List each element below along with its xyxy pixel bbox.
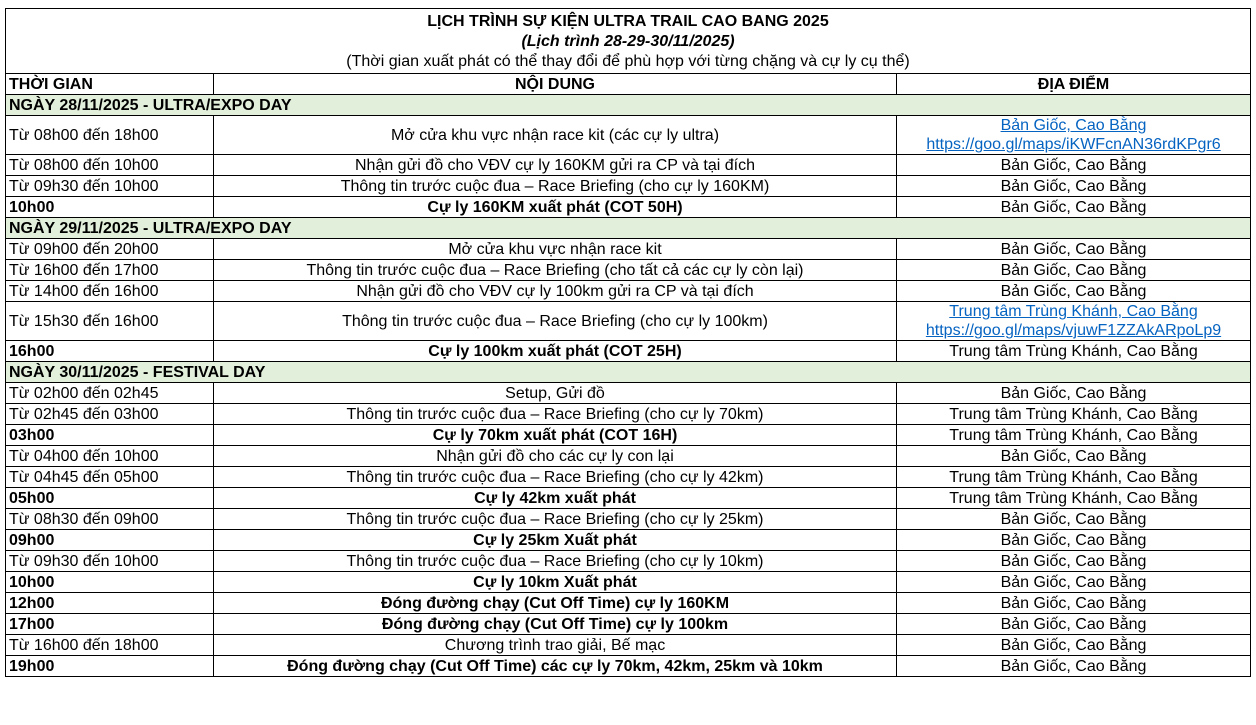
page-title: LỊCH TRÌNH SỰ KIỆN ULTRA TRAIL CAO BANG 2025 [427, 13, 829, 30]
table-row [6, 425, 1251, 446]
section-title: NGÀY 30/11/2025 - FESTIVAL DAY [6, 362, 1251, 383]
place-name: Bản Giốc, Cao Bằng [1000, 510, 1147, 528]
table-row [6, 656, 1251, 677]
time-cell: 17h00 [6, 614, 214, 635]
column-header-row [6, 74, 1251, 95]
section-row [6, 218, 1251, 239]
table-row [6, 383, 1251, 404]
place-cell [897, 425, 1251, 446]
table-row [6, 635, 1251, 656]
place-cell [897, 155, 1251, 176]
content-cell: Cự ly 100km xuất phát (COT 25H) [214, 341, 897, 362]
content-cell: Đóng đường chạy (Cut Off Time) cự ly 100km [214, 614, 897, 635]
section-row [6, 362, 1251, 383]
page-note: (Thời gian xuất phát có thể thay đổi để phù hợp với từng chặng và cự ly cụ thể) [346, 53, 910, 70]
place-cell [897, 488, 1251, 509]
content-cell: Thông tin trước cuộc đua – Race Briefing (cho cự ly 42km) [214, 467, 897, 488]
table-row [6, 530, 1251, 551]
place-name: Bản Giốc, Cao Bằng [1000, 198, 1147, 216]
column-header-content: NỘI DUNG [214, 74, 897, 95]
place-name: Bản Giốc, Cao Bằng [1000, 615, 1147, 633]
time-cell: 10h00 [6, 197, 214, 218]
place-cell [897, 239, 1251, 260]
table-row [6, 239, 1251, 260]
content-cell: Đóng đường chạy (Cut Off Time) cự ly 160KM [214, 593, 897, 614]
place-cell [897, 572, 1251, 593]
content-cell: Thông tin trước cuộc đua – Race Briefing (cho cự ly 25km) [214, 509, 897, 530]
place-cell [897, 635, 1251, 656]
content-cell: Setup, Gửi đồ [214, 383, 897, 404]
header-cell [6, 9, 1251, 74]
table-row [6, 509, 1251, 530]
page-subtitle: (Lịch trình 28-29-30/11/2025) [521, 33, 735, 50]
place-name: Trung tâm Trùng Khánh, Cao Bằng [949, 426, 1198, 444]
content-cell: Thông tin trước cuộc đua – Race Briefing (cho cự ly 70km) [214, 404, 897, 425]
place-name: Bản Giốc, Cao Bằng [1000, 573, 1147, 591]
content-cell: Mở cửa khu vực nhận race kit (các cự ly ultra) [214, 116, 897, 155]
time-cell: 10h00 [6, 572, 214, 593]
section-row [6, 95, 1251, 116]
time-cell: Từ 09h00 đến 20h00 [6, 239, 214, 260]
place-cell [897, 383, 1251, 404]
content-cell: Cự ly 160KM xuất phát (COT 50H) [214, 197, 897, 218]
place-cell [897, 446, 1251, 467]
table-row [6, 302, 1251, 341]
time-cell: Từ 16h00 đến 17h00 [6, 260, 214, 281]
table-row [6, 404, 1251, 425]
place-cell [897, 341, 1251, 362]
content-cell: Cự ly 10km Xuất phát [214, 572, 897, 593]
content-cell: Cự ly 42km xuất phát [214, 488, 897, 509]
content-cell: Cự ly 25km Xuất phát [214, 530, 897, 551]
place-name: Bản Giốc, Cao Bằng [1000, 531, 1147, 549]
section-title: NGÀY 28/11/2025 - ULTRA/EXPO DAY [6, 95, 1251, 116]
table-row [6, 281, 1251, 302]
place-name: Bản Giốc, Cao Bằng [1000, 657, 1147, 675]
place-name: Bản Giốc, Cao Bằng [1000, 447, 1147, 465]
time-cell: Từ 04h00 đến 10h00 [6, 446, 214, 467]
content-cell: Chương trình trao giải, Bế mạc [214, 635, 897, 656]
table-row [6, 197, 1251, 218]
content-cell: Cự ly 70km xuất phát (COT 16H) [214, 425, 897, 446]
content-cell: Thông tin trước cuộc đua – Race Briefing (cho cự ly 160KM) [214, 176, 897, 197]
place-name-link[interactable]: Trung tâm Trùng Khánh, Cao Bằng [949, 303, 1198, 320]
column-header-place: ĐỊA ĐIỂM [897, 74, 1251, 95]
place-name: Trung tâm Trùng Khánh, Cao Bằng [949, 342, 1198, 360]
time-cell: Từ 09h30 đến 10h00 [6, 551, 214, 572]
table-row [6, 176, 1251, 197]
table-row [6, 116, 1251, 155]
time-cell: Từ 08h00 đến 10h00 [6, 155, 214, 176]
place-name: Trung tâm Trùng Khánh, Cao Bằng [949, 489, 1198, 507]
time-cell: Từ 08h00 đến 18h00 [6, 116, 214, 155]
place-name: Trung tâm Trùng Khánh, Cao Bằng [949, 468, 1198, 486]
place-cell [897, 302, 1251, 341]
time-cell: Từ 15h30 đến 16h00 [6, 302, 214, 341]
table-row [6, 467, 1251, 488]
schedule-table-body [6, 9, 1251, 677]
place-cell [897, 197, 1251, 218]
place-name: Trung tâm Trùng Khánh, Cao Bằng [949, 405, 1198, 423]
time-cell: Từ 16h00 đến 18h00 [6, 635, 214, 656]
place-name: Bản Giốc, Cao Bằng [1000, 156, 1147, 174]
content-cell: Nhận gửi đồ cho các cự ly con lại [214, 446, 897, 467]
table-row [6, 341, 1251, 362]
map-link[interactable]: https://goo.gl/maps/vjuwF1ZZAkARpoLp9 [925, 322, 1222, 339]
place-cell [897, 404, 1251, 425]
place-name: Bản Giốc, Cao Bằng [1000, 177, 1147, 195]
time-cell: Từ 02h00 đến 02h45 [6, 383, 214, 404]
time-cell: Từ 02h45 đến 03h00 [6, 404, 214, 425]
place-cell [897, 614, 1251, 635]
place-cell [897, 656, 1251, 677]
table-row [6, 488, 1251, 509]
time-cell: 16h00 [6, 341, 214, 362]
table-row [6, 572, 1251, 593]
place-name: Bản Giốc, Cao Bằng [1000, 282, 1147, 300]
time-cell: 03h00 [6, 425, 214, 446]
place-name: Bản Giốc, Cao Bằng [1000, 594, 1147, 612]
content-cell: Thông tin trước cuộc đua – Race Briefing (cho cự ly 100km) [214, 302, 897, 341]
time-cell: 09h00 [6, 530, 214, 551]
place-cell [897, 176, 1251, 197]
time-cell: Từ 04h45 đến 05h00 [6, 467, 214, 488]
place-cell [897, 593, 1251, 614]
place-name: Bản Giốc, Cao Bằng [1000, 261, 1147, 279]
time-cell: Từ 09h30 đến 10h00 [6, 176, 214, 197]
time-cell: Từ 14h00 đến 16h00 [6, 281, 214, 302]
content-cell: Nhận gửi đồ cho VĐV cự ly 100km gửi ra CP và tại đích [214, 281, 897, 302]
place-cell [897, 509, 1251, 530]
content-cell: Đóng đường chạy (Cut Off Time) các cự ly 70km, 42km, 25km và 10km [214, 656, 897, 677]
table-row [6, 446, 1251, 467]
place-name: Bản Giốc, Cao Bằng [1000, 240, 1147, 258]
time-cell: 12h00 [6, 593, 214, 614]
place-name: Bản Giốc, Cao Bằng [1000, 384, 1147, 402]
place-name: Bản Giốc, Cao Bằng [1000, 636, 1147, 654]
schedule-table [5, 8, 1251, 677]
schedule-sheet [5, 8, 1250, 677]
place-cell [897, 281, 1251, 302]
place-cell [897, 551, 1251, 572]
time-cell: 19h00 [6, 656, 214, 677]
content-cell: Mở cửa khu vực nhận race kit [214, 239, 897, 260]
section-title: NGÀY 29/11/2025 - ULTRA/EXPO DAY [6, 218, 1251, 239]
content-cell: Thông tin trước cuộc đua – Race Briefing (cho cự ly 10km) [214, 551, 897, 572]
table-row [6, 155, 1251, 176]
time-cell: Từ 08h30 đến 09h00 [6, 509, 214, 530]
column-header-time: THỜI GIAN [6, 74, 214, 95]
place-cell [897, 530, 1251, 551]
table-row [6, 614, 1251, 635]
place-cell [897, 467, 1251, 488]
table-row [6, 593, 1251, 614]
content-cell: Nhận gửi đồ cho VĐV cự ly 160KM gửi ra CP và tại đích [214, 155, 897, 176]
table-row [6, 260, 1251, 281]
place-cell [897, 260, 1251, 281]
time-cell: 05h00 [6, 488, 214, 509]
header-row [6, 9, 1251, 74]
table-row [6, 551, 1251, 572]
place-name-link[interactable]: Bản Giốc, Cao Bằng [1000, 117, 1147, 134]
place-cell [897, 116, 1251, 155]
content-cell: Thông tin trước cuộc đua – Race Briefing (cho tất cả các cự ly còn lại) [214, 260, 897, 281]
place-name: Bản Giốc, Cao Bằng [1000, 552, 1147, 570]
map-link[interactable]: https://goo.gl/maps/iKWFcnAN36rdKPgr6 [926, 136, 1221, 153]
